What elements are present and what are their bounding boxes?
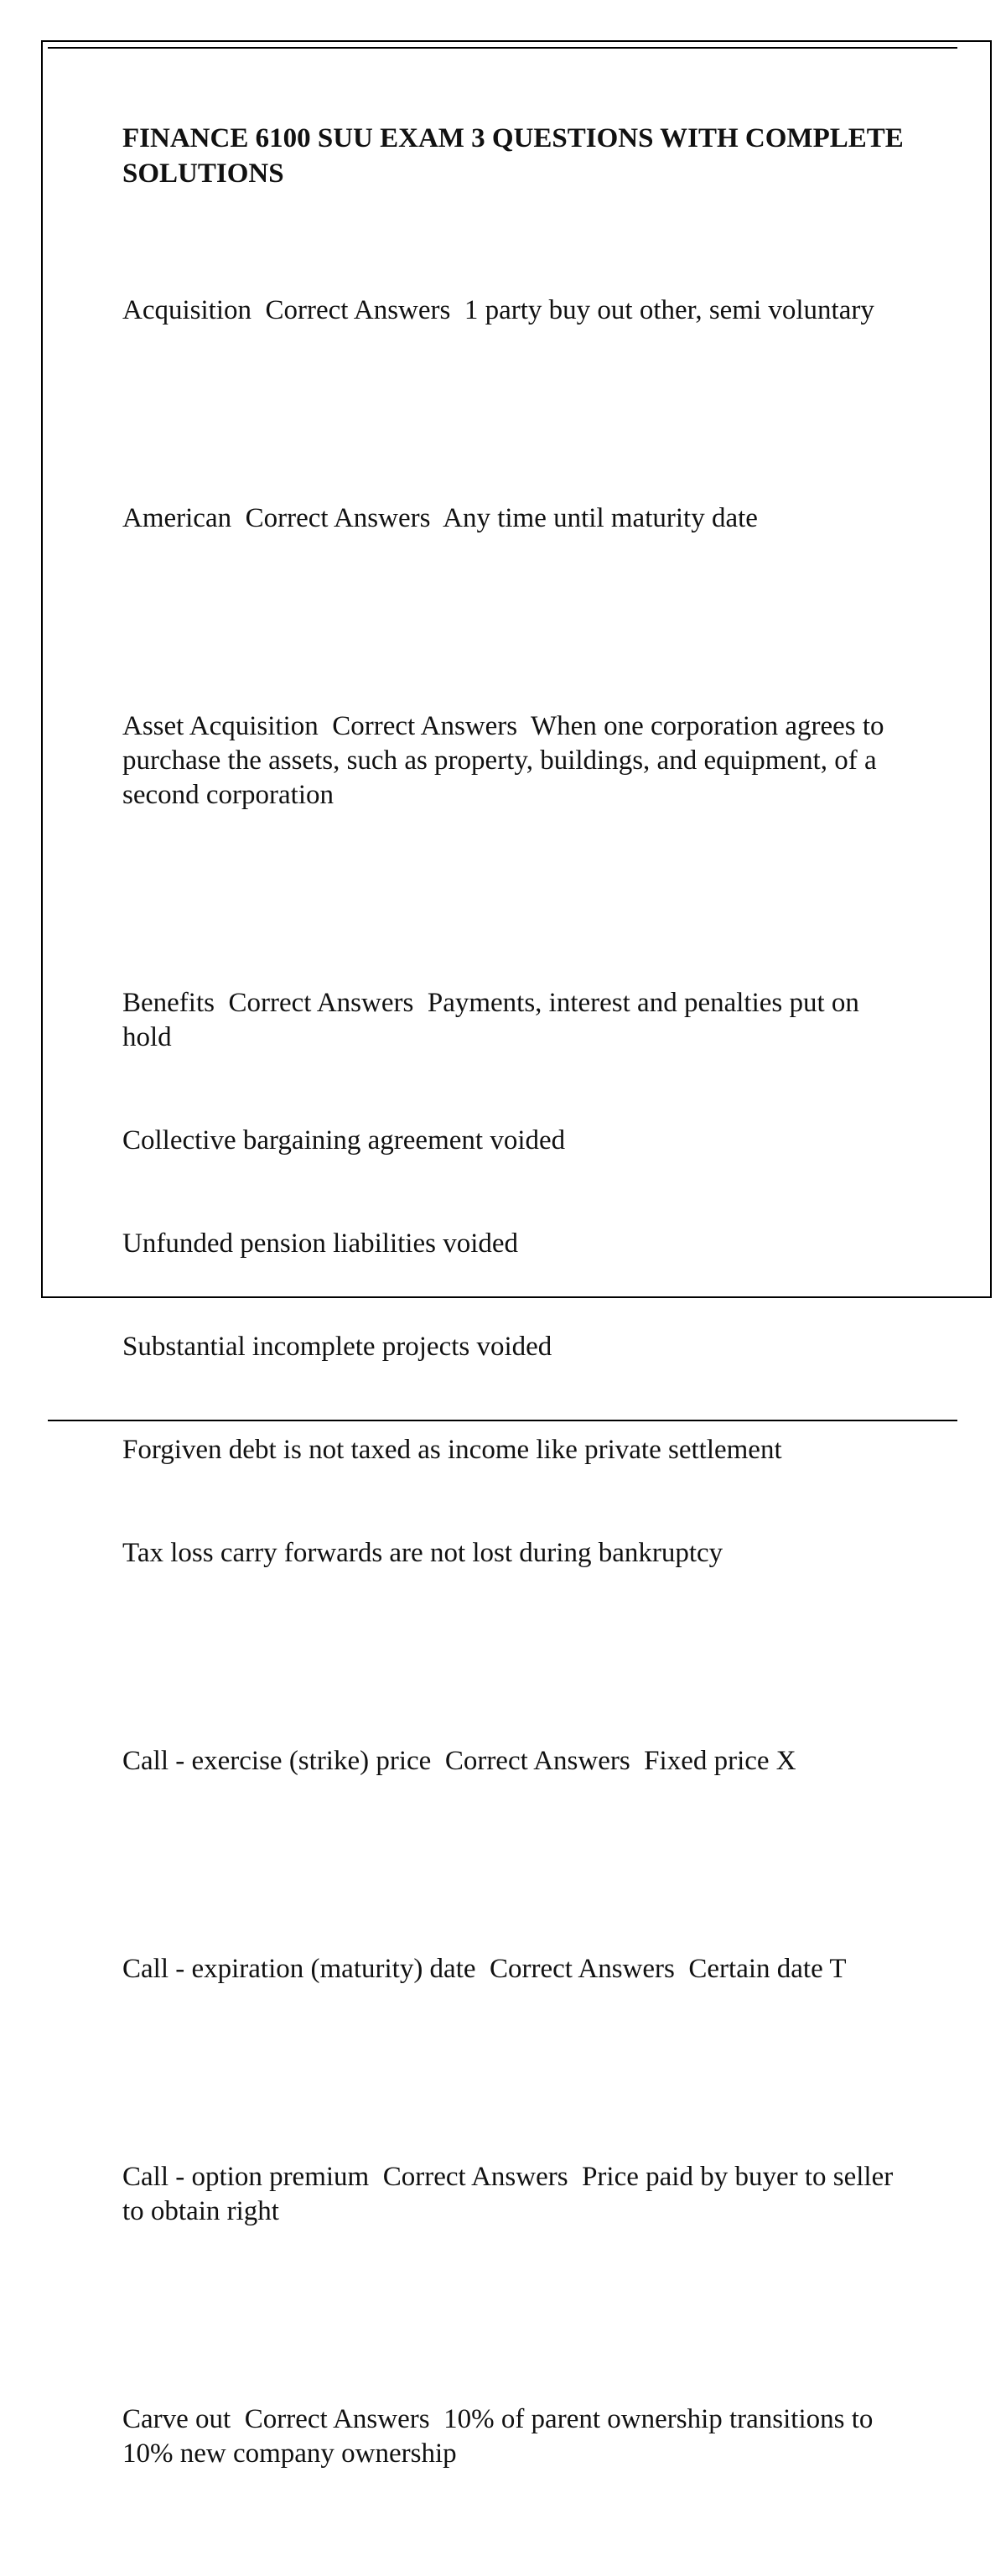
bottom-rule bbox=[48, 1420, 957, 1421]
entry-line: Acquisition Correct Answers 1 party buy out other, semi voluntary bbox=[122, 295, 874, 325]
entry-line: American Correct Answers Any time until maturity date bbox=[122, 503, 758, 533]
entry-call-option-premium bbox=[122, 2091, 910, 2298]
entry-line: Unfunded pension liabilities voided bbox=[122, 1228, 519, 1259]
entry-call-expiration-date bbox=[122, 1883, 910, 2055]
entry-line: Call - expiration (maturity) date Correct Answers Certain date T bbox=[122, 1954, 847, 1984]
entry-line: Tax loss carry forwards are not lost during bankruptcy bbox=[122, 1538, 723, 1568]
entry-line: Forgiven debt is not taxed as income like private settlement bbox=[122, 1435, 782, 1465]
entry-carve-out bbox=[122, 2334, 910, 2540]
entry-benefits bbox=[122, 917, 910, 1639]
entry-line: Substantial incomplete projects voided bbox=[122, 1332, 552, 1362]
entry-american bbox=[122, 433, 910, 605]
entry-acquisition bbox=[122, 225, 910, 397]
entry-line: Call - exercise (strike) price Correct Answers Fixed price X bbox=[122, 1746, 796, 1776]
entry-asset-acquisition bbox=[122, 641, 910, 881]
page-title: FINANCE 6100 SUU EXAM 3 QUESTIONS WITH COMPLETE SOLUTIONS bbox=[122, 123, 904, 189]
entry-line: Benefits Correct Answers Payments, interest and penalties put on hold bbox=[122, 988, 867, 1052]
entry-call-exercise-price bbox=[122, 1675, 910, 1847]
entry-line: Asset Acquisition Correct Answers When one corporation agrees to purchase the assets, such as property, buildings, and equipment, of a second corporation bbox=[122, 711, 891, 810]
entry-line: Collective bargaining agreement voided bbox=[122, 1125, 566, 1156]
document-body bbox=[122, 121, 910, 2576]
entry-line: Carve out Correct Answers 10% of parent ownership transitions to 10% new company ownership bbox=[122, 2404, 880, 2469]
entry-line: Call - option premium Correct Answers Price paid by buyer to seller to obtain right bbox=[122, 2162, 900, 2226]
